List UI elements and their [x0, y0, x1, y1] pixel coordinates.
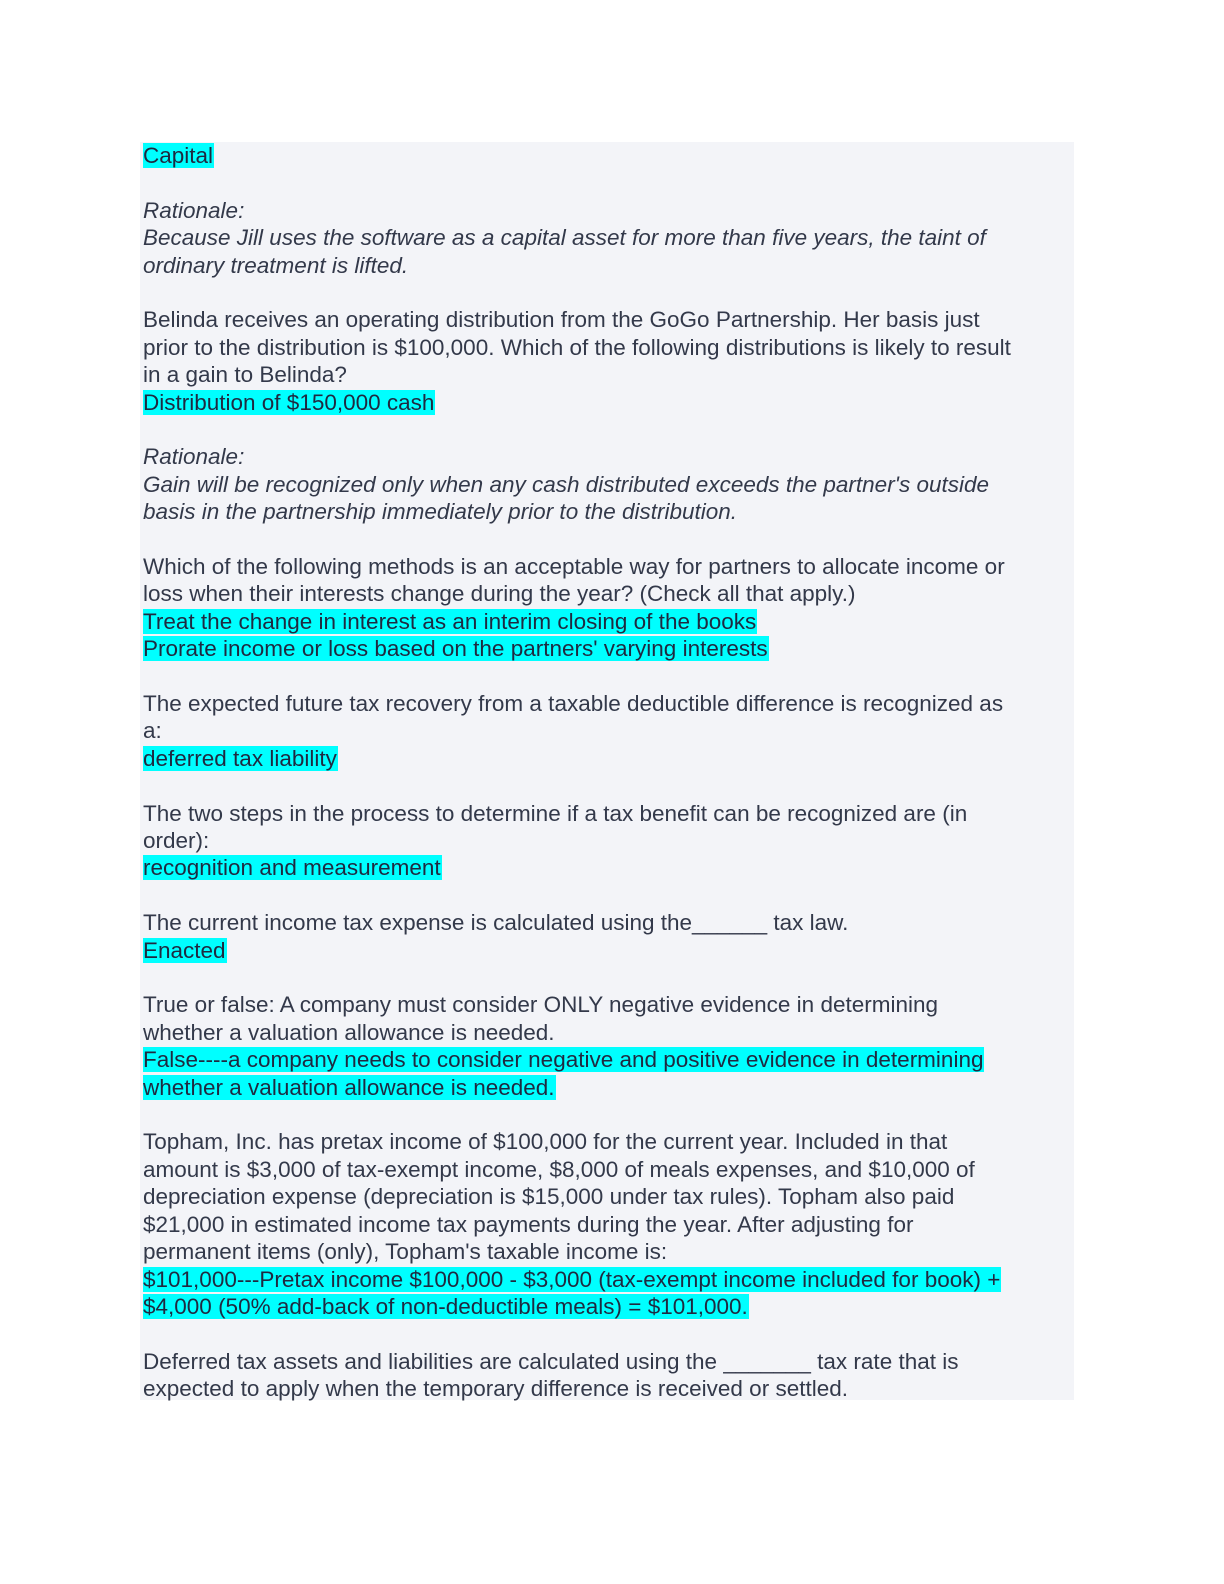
question-text: loss when their interests change during the year? (Check all that apply.): [143, 581, 856, 607]
question-block: [143, 1348, 1058, 1403]
question-block: [143, 909, 1058, 964]
rationale-label: Rationale:: [143, 197, 245, 223]
highlighted-answer: Prorate income or loss based on the partners' varying interests: [143, 636, 768, 662]
question-text: The two steps in the process to determine if a tax benefit can be recognized are (in: [143, 800, 968, 826]
question-block: [143, 690, 1058, 772]
rationale-block: [143, 443, 1058, 525]
rationale-text: basis in the partnership immediately prior to the distribution.: [143, 499, 738, 525]
question-text: Topham, Inc. has pretax income of $100,000 for the current year. Included in that: [143, 1129, 948, 1155]
rationale-text: ordinary treatment is lifted.: [143, 252, 409, 278]
question-text: whether a valuation allowance is needed.: [143, 1019, 555, 1045]
question-text: Belinda receives an operating distribution from the GoGo Partnership. Her basis just: [143, 307, 980, 333]
question-text: amount is $3,000 of tax-exempt income, $8,000 of meals expenses, and $10,000 of: [143, 1156, 975, 1182]
question-text: expected to apply when the temporary difference is received or settled.: [143, 1376, 848, 1402]
question-block: [143, 1128, 1058, 1320]
highlighted-answer: Distribution of $150,000 cash: [143, 389, 435, 415]
question-text: The expected future tax recovery from a taxable deductible difference is recognized as: [143, 691, 1004, 717]
study-notes-panel: [140, 142, 1074, 1400]
highlighted-answer: $4,000 (50% add-back of non-deductible meals) = $101,000.: [143, 1293, 748, 1319]
question-text: $21,000 in estimated income tax payments during the year. After adjusting for: [143, 1211, 914, 1237]
question-block: [143, 306, 1058, 416]
question-text: permanent items (only), Topham's taxable income is:: [143, 1239, 668, 1265]
highlighted-answer: Enacted: [143, 937, 226, 963]
question-text: order):: [143, 828, 210, 854]
highlighted-answer: False----a company needs to consider negative and positive evidence in determining: [143, 1047, 984, 1073]
question-text: The current income tax expense is calculated using the______ tax law.: [143, 910, 849, 936]
question-text: Deferred tax assets and liabilities are calculated using the _______ tax rate that is: [143, 1348, 959, 1374]
question-text: prior to the distribution is $100,000. Which of the following distributions is likely to result: [143, 334, 1011, 360]
question-text: Which of the following methods is an acceptable way for partners to allocate income or: [143, 554, 1005, 580]
answer-block: [143, 142, 1058, 169]
question-text: in a gain to Belinda?: [143, 362, 347, 388]
question-block: [143, 553, 1058, 663]
question-text: a:: [143, 718, 162, 744]
highlighted-answer: $101,000---Pretax income $100,000 - $3,000 (tax-exempt income included for book) +: [143, 1266, 1001, 1292]
question-text: True or false: A company must consider ONLY negative evidence in determining: [143, 992, 939, 1018]
question-text: depreciation expense (depreciation is $15,000 under tax rules). Topham also paid: [143, 1184, 955, 1210]
highlighted-answer: deferred tax liability: [143, 745, 337, 771]
highlighted-answer: recognition and measurement: [143, 855, 441, 881]
highlighted-answer: Capital: [143, 143, 214, 168]
question-block: [143, 800, 1058, 882]
question-block: [143, 991, 1058, 1101]
highlighted-answer: whether a valuation allowance is needed.: [143, 1074, 555, 1100]
rationale-block: [143, 197, 1058, 279]
highlighted-answer: Treat the change in interest as an interim closing of the books: [143, 608, 757, 634]
rationale-text: Gain will be recognized only when any cash distributed exceeds the partner's outside: [143, 471, 990, 497]
rationale-text: Because Jill uses the software as a capital asset for more than five years, the taint of: [143, 225, 986, 251]
rationale-label: Rationale:: [143, 444, 245, 470]
